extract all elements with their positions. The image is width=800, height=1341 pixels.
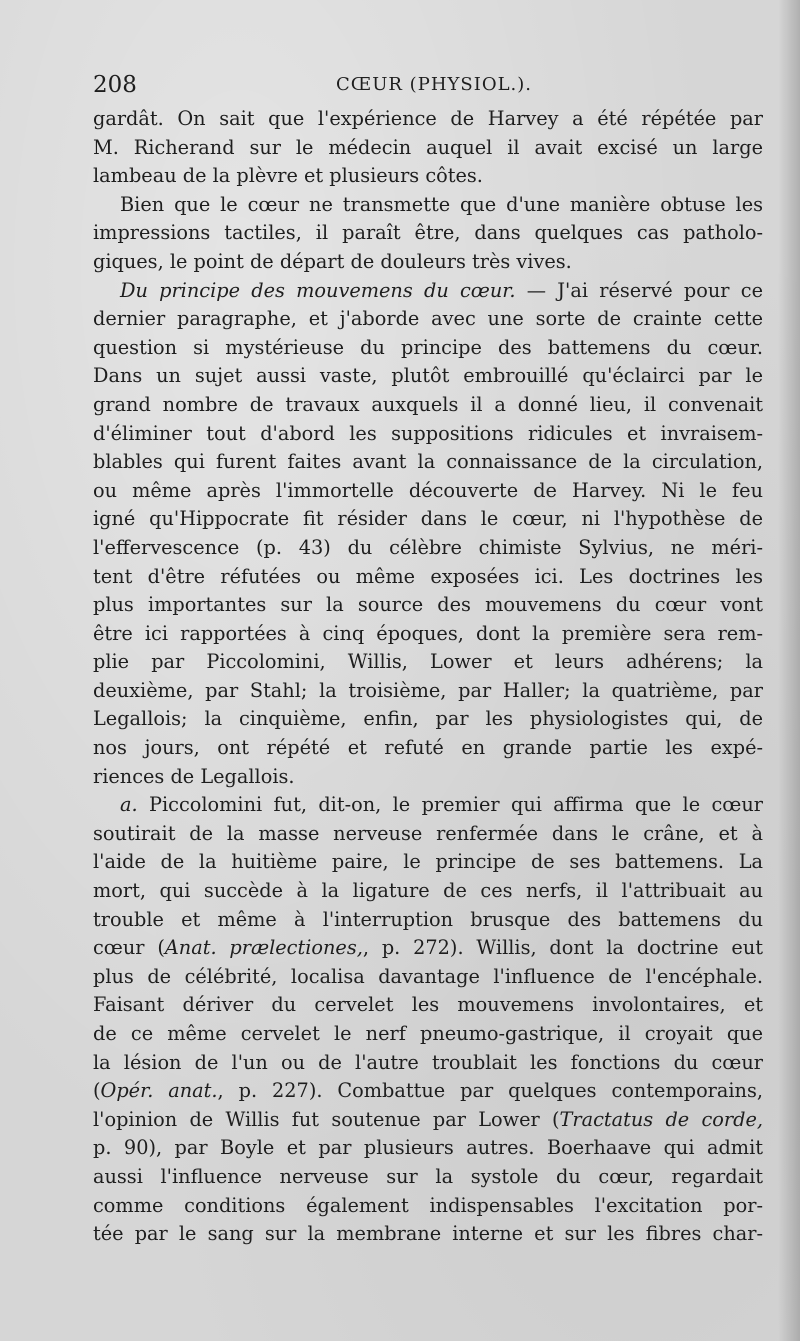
text-line: l'effervescence (p. 43) du célèbre chimiste Sylvius, ne méri- bbox=[93, 535, 763, 559]
text-line: impressions tactiles, il paraît être, dans quelques cas patholo- bbox=[93, 221, 763, 245]
text-line: Faisant dériver du cervelet les mouvemens involontaires, et bbox=[93, 993, 763, 1017]
text-line: plus importantes sur la source des mouvemens du cœur vont bbox=[93, 593, 763, 617]
text-line bbox=[93, 934, 763, 963]
text-line: soutirait de la masse nerveuse renfermée dans le crâne, et à bbox=[93, 821, 763, 845]
text-segment: Piccolomini fut, dit-on, le premier qui affirma que le cœur bbox=[149, 793, 763, 817]
text-line bbox=[93, 1077, 763, 1106]
text-line: Legallois; la cinquième, enfin, par les physiologistes qui, de bbox=[93, 707, 763, 731]
text-line: question si mystérieuse du principe des battemens du cœur. bbox=[93, 335, 763, 359]
text-segment: l'opinion de Willis fut soutenue par Lower ( bbox=[93, 1107, 560, 1131]
text-segment: — J'ai réservé pour ce bbox=[526, 278, 763, 302]
text-line: giques, le point de départ de douleurs très vives. bbox=[93, 249, 572, 273]
section-title: Du principe des mouvemens du cœur. bbox=[120, 278, 516, 302]
text-segment: , p. 272). Willis, dont la doctrine eut bbox=[362, 936, 763, 960]
running-head: CŒUR (PHYSIOL.). bbox=[336, 74, 533, 95]
text-segment: cœur ( bbox=[93, 936, 165, 960]
text-line: ou même après l'immortelle découverte de Harvey. Ni le feu bbox=[93, 478, 763, 502]
text-line: comme conditions également indispensables l'excitation por- bbox=[93, 1193, 763, 1217]
text-line: l'aide de la huitième paire, le principe de ses battemens. La bbox=[93, 850, 763, 874]
body-text bbox=[93, 105, 763, 1249]
text-line bbox=[93, 277, 763, 306]
text-line: Dans un sujet aussi vaste, plutôt embrouillé qu'éclairci par le bbox=[93, 364, 763, 388]
text-line: d'éliminer tout d'abord les suppositions ridicules et invraisem- bbox=[93, 421, 763, 445]
text-line: la lésion de l'un ou de l'autre troublait les fonctions du cœur bbox=[93, 1050, 763, 1074]
item-marker: a. bbox=[120, 793, 138, 817]
page-number: 208 bbox=[93, 72, 137, 98]
text-line: blables qui furent faites avant la connaissance de la circulation, bbox=[93, 450, 763, 474]
text-line: deuxième, par Stahl; la troisième, par Haller; la quatrième, par bbox=[93, 678, 763, 702]
text-line: tent d'être réfutées ou même exposées ici. Les doctrines les bbox=[93, 564, 763, 588]
text-line bbox=[93, 1106, 763, 1135]
text-line: plus de célébrité, localisa davantage l'influence de l'encéphale. bbox=[93, 964, 763, 988]
text-line: riences de Legallois. bbox=[93, 764, 295, 788]
page-header bbox=[93, 72, 763, 102]
text-line: Bien que le cœur ne transmette que d'une manière obtuse les bbox=[120, 192, 763, 216]
text-line: aussi l'influence nerveuse sur la systole du cœur, regardait bbox=[93, 1164, 763, 1188]
citation-title: Opér. anat. bbox=[100, 1079, 218, 1103]
citation-title: Tractatus de corde, bbox=[559, 1107, 763, 1131]
text-line: trouble et même à l'interruption brusque des battemens du bbox=[93, 907, 763, 931]
text-line: grand nombre de travaux auxquels il a donné lieu, il convenait bbox=[93, 392, 763, 416]
page-edge-shadow bbox=[778, 0, 800, 1341]
citation-title: Anat. prælectiones, bbox=[164, 936, 363, 960]
text-line: mort, qui succède à la ligature de ces nerfs, il l'attribuait au bbox=[93, 879, 763, 903]
text-line: de ce même cervelet le nerf pneumo-gastrique, il croyait que bbox=[93, 1022, 763, 1045]
text-line bbox=[93, 791, 763, 820]
text-line: gardât. On sait que l'expérience de Harvey a été répétée par bbox=[93, 107, 763, 130]
text-line: lambeau de la plèvre et plusieurs côtes. bbox=[93, 164, 483, 188]
text-line: M. Richerand sur le médecin auquel il avait excisé un large bbox=[93, 135, 763, 159]
text-line: nos jours, ont répété et refuté en grande partie les expé- bbox=[93, 736, 763, 760]
text-line: plie par Piccolomini, Willis, Lower et leurs adhérens; la bbox=[93, 650, 763, 674]
text-line: être ici rapportées à cinq époques, dont la première sera rem- bbox=[93, 621, 763, 645]
text-line: p. 90), par Boyle et par plusieurs autres. Boerhaave qui admit bbox=[93, 1136, 763, 1160]
text-segment: ( bbox=[93, 1079, 101, 1103]
text-line: dernier paragraphe, et j'aborde avec une sorte de crainte cette bbox=[93, 307, 763, 331]
text-line: tée par le sang sur la membrane interne et sur les fibres char- bbox=[93, 1222, 763, 1246]
text-segment: , p. 227). Combattue par quelques contemporains, bbox=[217, 1079, 764, 1103]
text-line: igné qu'Hippocrate fit résider dans le cœur, ni l'hypothèse de bbox=[93, 507, 763, 531]
